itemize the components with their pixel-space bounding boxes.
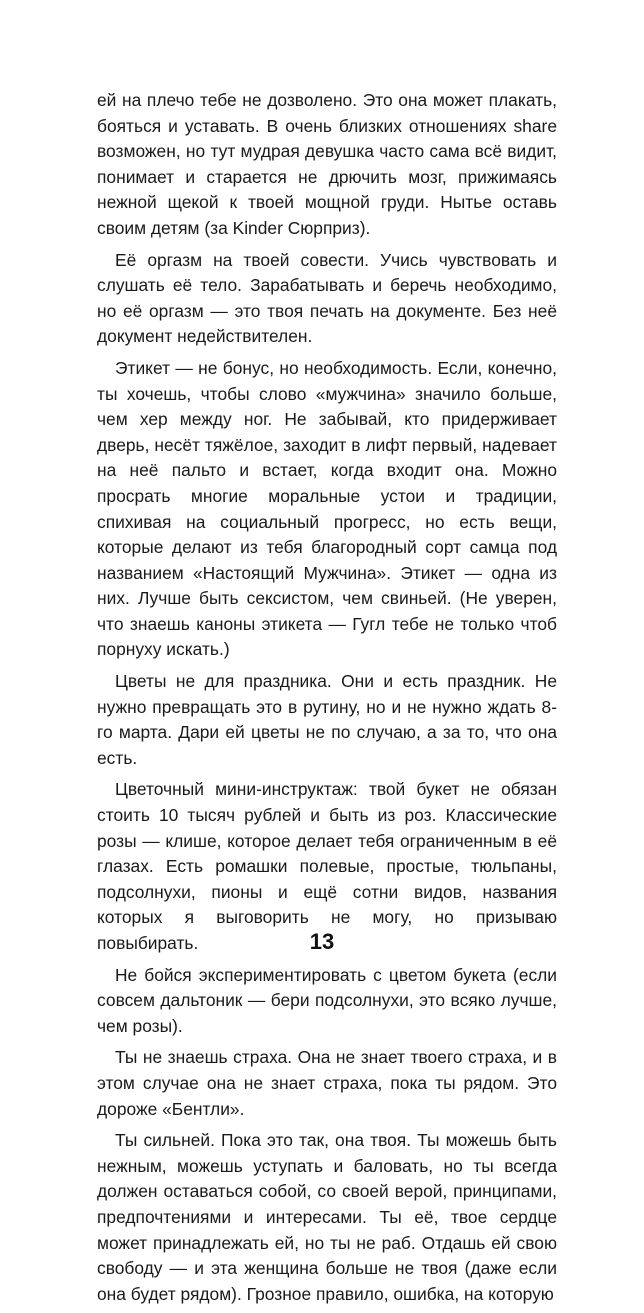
paragraph-fear: Ты не знаешь страха. Она не знает твоего страха, и в этом случае она не знает страха, пока ты рядом. Это дороже «Бентли».: [97, 1047, 557, 1119]
paragraph-stronger: Ты сильней. Пока это так, она твоя. Ты можешь быть нежным, можешь уступать и баловать, но ты всегда должен оставаться собой, со своей верой, принципами, предпочтениями и интересами. Ты её, твое сердце может принадлежать ей, но ты не раб. Отдашь ей свою свободу — и эта женщина больше не твоя (даже если она будет рядом). Грозное правило, ошибка, на которую: [97, 1130, 557, 1304]
paragraph-bouquet-color: Не бойся экспериментировать с цветом букета (если совсем дальтоник — бери подсолнухи, это всяко лучше, чем розы).: [97, 964, 557, 1036]
page-number: 13: [309, 929, 335, 954]
paragraph-orgasm: Её оргазм на твоей совести. Учись чувствовать и слушать её тело. Зарабатывать и беречь необходимо, но её оргазм — это твоя печать на документе. Без неё документ недействителен.: [97, 249, 557, 347]
paragraph-flower-instructions: Цветочный мини-инструктаж: твой букет не обязан стоить 10 тысяч рублей и быть из роз. Классические розы — клише, которое делает тебя ограниченным в её глазах. Есть ромашки полевые, простые, тюльпаны, подсолнухи, пионы и ещё сотни видов, названия которых я выговорить не могу, но призываю повыбирать.: [97, 779, 557, 953]
body-text: [97, 88, 557, 1313]
paragraph-etiquette: Этикет — не бонус, но необходимость. Если, конечно, ты хочешь, чтобы слово «мужчина» значило больше, чем хер между ног. Не забывай, кто придерживает дверь, несёт тяжёлое, заходит в лифт первый, надевает на неё пальто и встает, когда входит она. Можно просрать многие моральные устои и традиции, спихивая на социальный прогресс, но есть вещи, которые делают из тебя благородный сорт самца под названием «Настоящий Мужчина». Этикет — одна из них. Лучше быть сексистом, чем свиньей. (Не уверен, что знаешь каноны этикета — Гугл тебе не только чтоб порнуху искать.): [97, 357, 557, 660]
paragraph-flowers: Цветы не для праздника. Они и есть праздник. Не нужно превращать это в рутину, но и не нужно ждать 8-го марта. Дари ей цветы не по случаю, а за то, что она есть.: [97, 671, 557, 768]
paragraph-continuation: ей на плечо тебе не дозволено. Это она может плакать, бояться и уставать. В очень близких отношениях share возможен, но тут мудрая девушка часто сама всё видит, понимает и старается не дрючить мозг, прижимаясь нежной щекой к твоей мощной груди. Нытье оставь своим детям (за Kinder Сюрприз).: [97, 90, 557, 238]
